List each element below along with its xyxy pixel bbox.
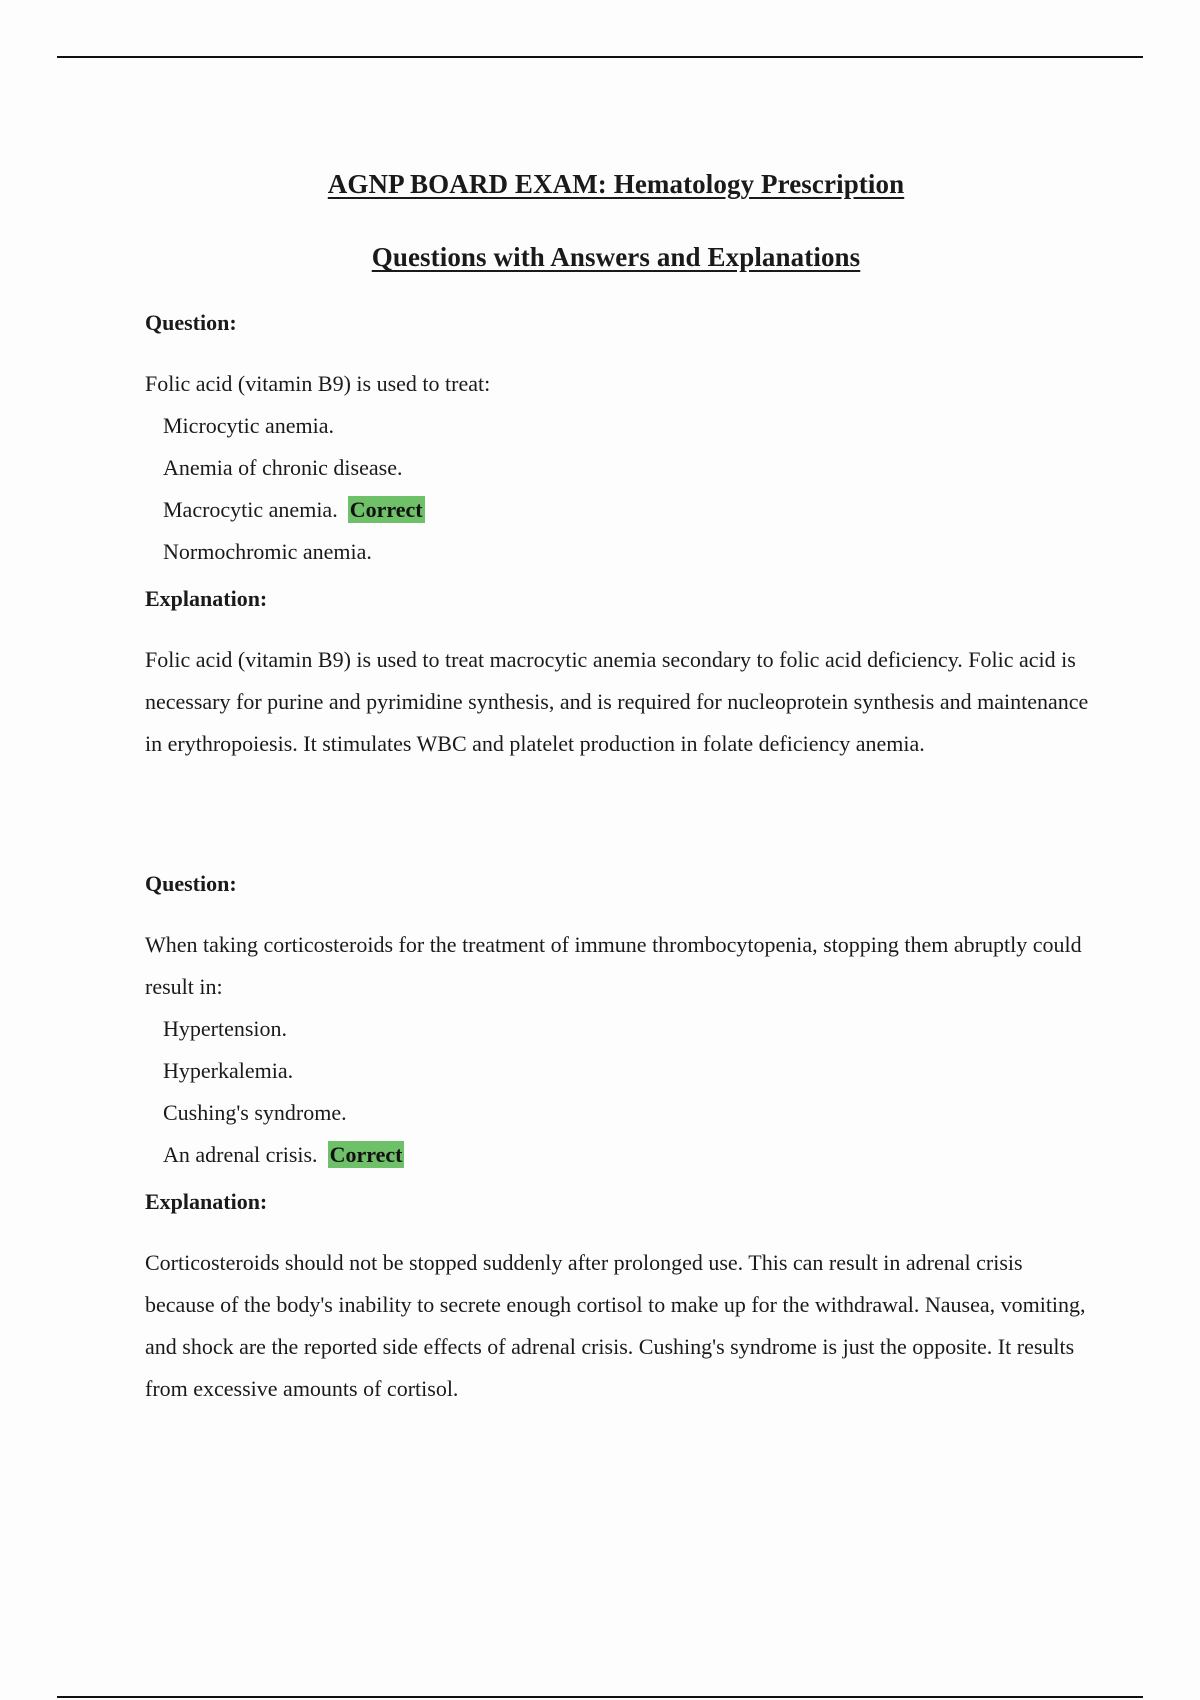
question-label: Question:: [145, 871, 237, 896]
answer-option: [145, 531, 1090, 573]
correct-badge: Correct: [329, 1142, 403, 1167]
answer-option: [145, 447, 1090, 489]
explanation-label: Explanation:: [145, 586, 268, 611]
answer-option: [145, 405, 1090, 447]
explanation-text: Corticosteroids should not be stopped suddenly after prolonged use. This can result in adrenal crisis because of the body's inability to secrete enough cortisol to make up for the withdrawal. Nausea, vomiting, and shock are the reported side effects of adrenal crisis. Cushing's syndrome is just the opposite. It results from excessive amounts of cortisol.: [145, 1250, 1086, 1401]
answer-options: [145, 405, 1090, 573]
option-text: Anemia of chronic disease.: [163, 455, 403, 480]
answer-options: [145, 1008, 1090, 1176]
explanation-label: Explanation:: [145, 1189, 268, 1214]
question-block-1: [145, 307, 1090, 765]
page-subtitle: Questions with Answers and Explanations: [371, 242, 861, 272]
explanation-text: Folic acid (vitamin B9) is used to treat macrocytic anemia secondary to folic acid deficiency. Folic acid is necessary for purine and pyrimidine synthesis, and is required for nucleoprotein synthesis and maintenance in erythropoiesis. It stimulates WBC and platelet production in folate deficiency anemia.: [145, 647, 1089, 756]
answer-option: [145, 489, 1090, 531]
answer-option: [145, 1092, 1090, 1134]
question-label: Question:: [145, 310, 237, 335]
option-text: Cushing's syndrome.: [163, 1100, 347, 1125]
question-block-2: [145, 868, 1090, 1410]
option-text: Normochromic anemia.: [163, 539, 372, 564]
option-text: Hypertension.: [163, 1016, 288, 1041]
option-text: Microcytic anemia.: [163, 413, 335, 438]
correct-badge: Correct: [349, 497, 423, 522]
question-stem: Folic acid (vitamin B9) is used to treat:: [145, 371, 491, 396]
answer-option: [145, 1050, 1090, 1092]
answer-option: [145, 1134, 1090, 1176]
option-text: An adrenal crisis.: [163, 1142, 318, 1167]
option-text: Macrocytic anemia.: [163, 497, 338, 522]
question-stem: When taking corticosteroids for the treatment of immune thrombocytopenia, stopping them abruptly could result in:: [145, 932, 1082, 999]
answer-option: [145, 1008, 1090, 1050]
page-title: AGNP BOARD EXAM: Hematology Prescription: [327, 169, 905, 199]
top-rule: [57, 56, 1143, 58]
bottom-rule: [57, 1696, 1143, 1698]
option-text: Hyperkalemia.: [163, 1058, 294, 1083]
